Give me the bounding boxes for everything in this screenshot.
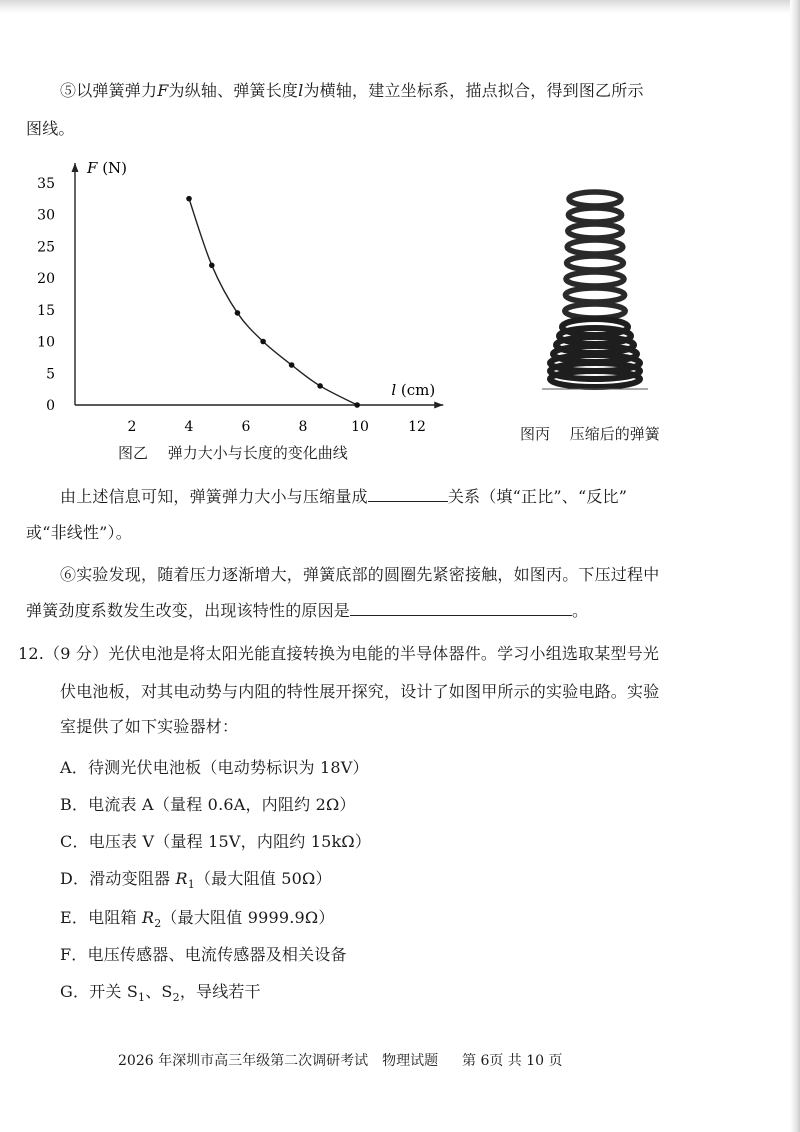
spring-coil — [568, 208, 621, 222]
fit-curve — [189, 199, 357, 405]
equipment-G: G．开关 $S_1$、$S_2$，导线若干 — [60, 982, 261, 1005]
step6-line2: 弹簧劲度系数发生改变，出现该特性的原因是 。 — [26, 601, 589, 620]
data-point — [317, 383, 323, 389]
step5-line1: ⑤以弹簧弹力F为纵轴、弹簧长度l为横轴，建立坐标系，描点拟合，得到图乙所示 — [60, 81, 644, 100]
force-length-chart — [30, 155, 470, 440]
spring-coil — [568, 224, 622, 238]
x-axis-label: l (cm) — [391, 381, 436, 399]
equipment-E: E．电阻箱 $R_2$（最大阻值 9999.9Ω） — [60, 908, 335, 931]
y-tick-label: 0 — [46, 398, 55, 414]
data-point — [289, 362, 295, 368]
x-tick-label: 4 — [184, 419, 194, 435]
equipment-F: F．电压传感器、电流传感器及相关设备 — [60, 945, 347, 964]
answer-blank-relation[interactable] — [368, 487, 448, 502]
x-tick-label: 8 — [298, 419, 308, 435]
scan-edge-right — [790, 0, 800, 1132]
x-tick-label: 10 — [351, 419, 369, 435]
spring-coil — [567, 240, 623, 254]
y-tick-label: 30 — [37, 207, 55, 224]
equipment-C: C．电压表 V（量程 15V，内阻约 15kΩ） — [60, 832, 372, 851]
equipment-D: D．滑动变阻器 $R_1$（最大阻值 50Ω） — [60, 869, 332, 892]
y-tick-label: 15 — [37, 302, 55, 319]
q12-intro-line2: 伏电池板，对其电动势与内阻的特性展开探究，设计了如图甲所示的实验电路。实验 — [60, 682, 660, 701]
step6-line1: ⑥实验发现，随着压力逐渐增大，弹簧底部的圆圈先紧密接触，如图丙。下压过程中 — [60, 565, 660, 584]
scan-edge-top — [0, 0, 800, 14]
answer-blank-reason[interactable] — [350, 601, 572, 616]
equipment-B: B．电流表 A（量程 0.6A，内阻约 2Ω） — [60, 795, 356, 814]
y-tick-label: 5 — [46, 366, 55, 383]
data-point — [209, 263, 215, 269]
compressed-spring-figure — [540, 185, 650, 395]
y-tick-label: 10 — [37, 334, 55, 351]
x-tick-label: 6 — [241, 419, 251, 435]
data-point — [235, 310, 241, 316]
spring-coil — [567, 256, 624, 270]
spring-coil — [565, 288, 624, 302]
equipment-A: A．待测光伏电池板（电动势标识为 18V） — [60, 758, 369, 777]
x-tick-label: 2 — [127, 419, 137, 435]
conclusion-line2: 或“非线性”）。 — [26, 523, 132, 542]
spring-coil — [566, 272, 624, 286]
data-point — [260, 339, 266, 345]
y-axis-arrow — [72, 163, 79, 172]
footer-exam-title: 2026 年深圳市高三年级第二次调研考试 物理试题 — [118, 1053, 439, 1069]
step5-line2: 图线。 — [26, 119, 75, 138]
y-axis-label: F (N) — [87, 159, 128, 177]
q12-intro-line3: 室提供了如下实验器材： — [60, 717, 239, 736]
y-tick-label: 35 — [37, 175, 55, 192]
x-tick-label: 12 — [408, 419, 426, 435]
data-point — [354, 402, 360, 408]
y-tick-label: 20 — [37, 271, 55, 287]
data-point — [186, 196, 192, 202]
footer-page-number: 第 6页 共 10 页 — [462, 1053, 563, 1069]
chart-caption: 图乙 弹力大小与长度的变化曲线 — [118, 444, 348, 462]
spring-caption: 图丙 压缩后的弹簧 — [520, 425, 660, 443]
q12-intro-line1: 12.（9 分）光伏电池是将太阳光能直接转换为电能的半导体器件。学习小组选取某型号光 — [18, 644, 660, 663]
spring-coil — [565, 304, 625, 318]
spring-coil — [569, 192, 621, 206]
x-axis-arrow — [434, 402, 443, 409]
conclusion-line1: 由上述信息可知，弹簧弹力大小与压缩量成 关系（填“正比”、“反比” — [60, 487, 628, 506]
y-tick-label: 25 — [37, 239, 55, 256]
